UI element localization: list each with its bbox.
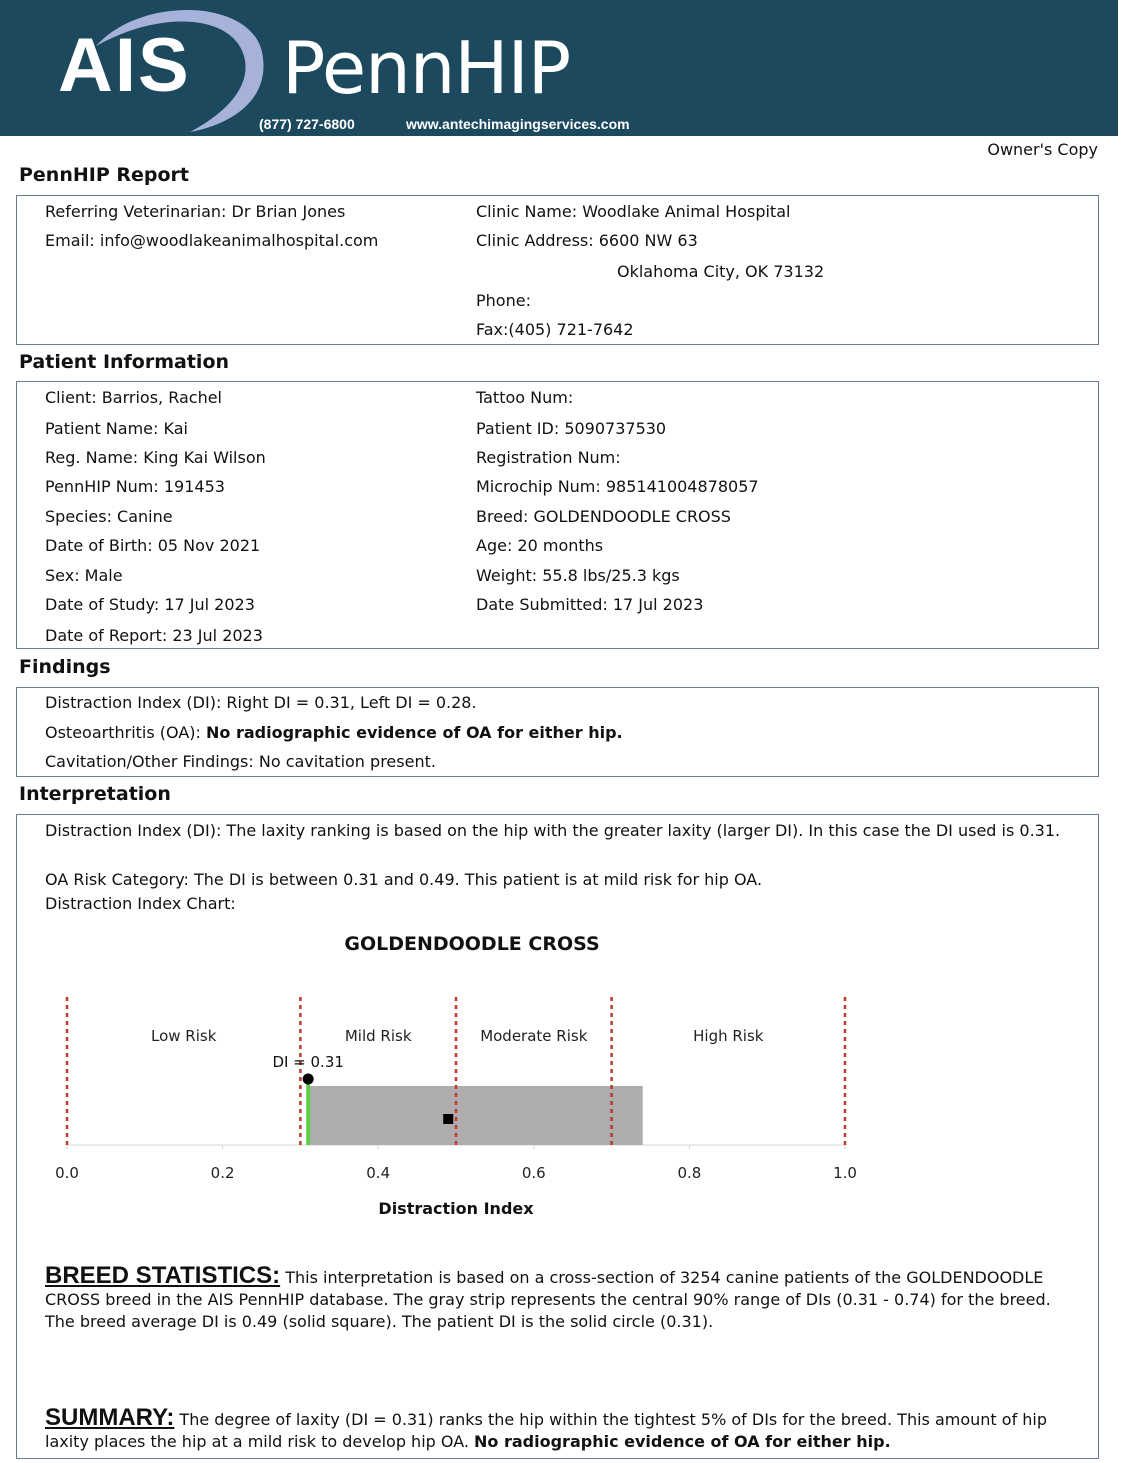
findings-oa-label: Osteoarthritis (OA): [45, 723, 207, 742]
clinic-phone: Phone: [476, 291, 531, 310]
chart-label: Distraction Index Chart: [45, 894, 236, 913]
risk-zone-label: Low Risk [150, 1027, 217, 1045]
x-tick-label: 0.0 [55, 1164, 79, 1182]
pennhip-num: PennHIP Num: 191453 [45, 477, 225, 496]
risk-zone-label: High Risk [693, 1027, 764, 1045]
interpretation-section-title: Interpretation [19, 783, 171, 805]
distraction-index-chart [17, 965, 917, 1265]
age: Age: 20 months [476, 536, 604, 555]
findings-cavitation: Cavitation/Other Findings: No cavitation present. [45, 752, 436, 771]
tattoo-num: Tattoo Num: [476, 388, 574, 407]
risk-zone-label: Mild Risk [344, 1027, 412, 1045]
reg-name: Reg. Name: King Kai Wilson [45, 448, 266, 467]
x-axis-label: Distraction Index [378, 1199, 534, 1218]
summary-bold-text: No radiographic evidence of OA for either hip. [474, 1432, 891, 1451]
report-section-title: PennHIP Report [19, 164, 189, 186]
findings-di: Distraction Index (DI): Right DI = 0.31, Left DI = 0.28. [45, 693, 477, 712]
x-tick-label: 0.2 [210, 1164, 235, 1182]
patient-section-title: Patient Information [19, 351, 230, 373]
breed-statistics-text: This interpretation is based on a cross-section of 3254 canine patients of the GOLDENDOODLE CROSS breed in the AIS PennHIP database. The gray strip represents the central 90% range of DIs (0.31 - 0.74) for the breed. The breed average DI is 0.49 (solid square). The patient DI is the solid circle (0.31). [45, 1268, 1051, 1331]
findings-oa-value: No radiographic evidence of OA for either hip. [206, 723, 623, 742]
x-tick-label: 0.4 [366, 1164, 391, 1182]
brand-pennhip-logo: PennHIP [282, 26, 571, 110]
summary-text: The degree of laxity (DI = 0.31) ranks the hip within the tightest 5% of DIs for the breed. This amount of hip laxity places the hip at a mild risk to develop hip OA. [45, 1410, 1048, 1451]
oa-risk-category: OA Risk Category: The DI is between 0.31 and 0.49. This patient is at mild risk for hip OA. [45, 870, 763, 889]
date-of-study: Date of Study: 17 Jul 2023 [45, 595, 255, 614]
clinic-name: Clinic Name: Woodlake Animal Hospital [476, 202, 791, 221]
header-phone: (877) 727-6800 [259, 116, 355, 132]
sex: Sex: Male [45, 566, 123, 585]
summary-heading: SUMMARY: [45, 1404, 175, 1431]
date-submitted: Date Submitted: 17 Jul 2023 [476, 595, 704, 614]
client-name: Client: Barrios, Rachel [45, 388, 222, 407]
x-tick-label: 0.6 [521, 1164, 546, 1182]
vet-email: Email: info@woodlakeanimalhospital.com [45, 231, 379, 250]
report-box [16, 195, 1099, 345]
clinic-fax: Fax:(405) 721-7642 [476, 320, 634, 339]
weight: Weight: 55.8 lbs/25.3 kgs [476, 566, 680, 585]
header-website[interactable]: www.antechimagingservices.com [406, 116, 630, 132]
patient-name: Patient Name: Kai [45, 419, 188, 438]
species: Species: Canine [45, 507, 173, 526]
clinic-address: Clinic Address: 6600 NW 63 [476, 231, 698, 250]
registration-num: Registration Num: [476, 448, 621, 467]
brand-ais-logo: AIS [58, 23, 191, 108]
microchip-num: Microchip Num: 985141004878057 [476, 477, 759, 496]
x-tick-label: 0.8 [677, 1164, 702, 1182]
patient-id: Patient ID: 5090737530 [476, 419, 667, 438]
x-tick-label: 1.0 [833, 1164, 857, 1182]
chart-title: GOLDENDOODLE CROSS [344, 933, 600, 955]
date-of-report: Date of Report: 23 Jul 2023 [45, 626, 263, 645]
header-banner [0, 0, 1118, 136]
patient-di-marker [303, 1074, 314, 1085]
patient-di-label: DI = 0.31 [272, 1053, 344, 1071]
findings-oa [45, 723, 623, 742]
risk-zone-label: Moderate Risk [480, 1027, 588, 1045]
breed-statistics [45, 1262, 1074, 1333]
breed-range-strip [308, 1086, 643, 1145]
owners-copy-label: Owner's Copy [987, 140, 1098, 159]
date-of-birth: Date of Birth: 05 Nov 2021 [45, 536, 261, 555]
interpretation-box [16, 814, 1099, 1459]
findings-section-title: Findings [19, 656, 111, 678]
patient-box [16, 381, 1099, 649]
summary [45, 1404, 1074, 1453]
findings-box [16, 687, 1099, 777]
referring-vet: Referring Veterinarian: Dr Brian Jones [45, 202, 346, 221]
breed-average-marker [443, 1114, 453, 1124]
clinic-address-city: Oklahoma City, OK 73132 [617, 262, 825, 281]
breed: Breed: GOLDENDOODLE CROSS [476, 507, 731, 526]
breed-statistics-heading: BREED STATISTICS: [45, 1262, 281, 1289]
interpretation-di-text: Distraction Index (DI): The laxity ranking is based on the hip with the greater laxity (larger DI). In this case the DI used is 0.31. [45, 821, 1061, 840]
